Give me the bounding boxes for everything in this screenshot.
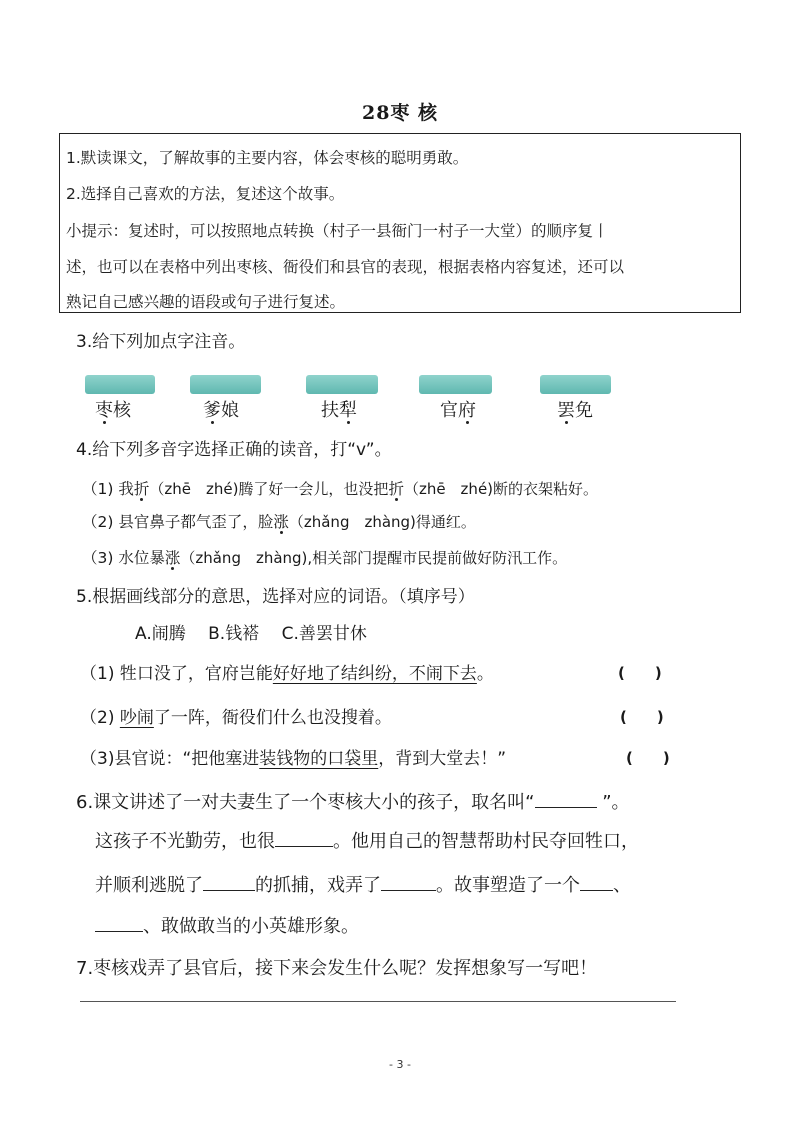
- question-4-item-3: [82, 546, 567, 568]
- q5-3-end: ，背到大堂去！”: [378, 749, 507, 769]
- q6-3-text-b: 的抓捕，戏弄了: [255, 875, 381, 896]
- q5-2-end: 了一阵，衙役们什么也没搜着。: [153, 708, 392, 728]
- q5-3-text: （3)县官说：“把他塞进: [80, 749, 260, 769]
- q6-3-text-c: 。故事塑造了一个: [436, 875, 580, 896]
- word-1: [95, 396, 131, 422]
- q5-3-answer-parens[interactable]: ( ): [626, 749, 670, 767]
- q6-2-end: 。他用自己的智慧帮助村民夺回牲口，: [333, 831, 639, 852]
- q6-1-text: 6.课文讲述了一对夫妻生了一个枣核大小的孩子，取名叫“: [76, 792, 535, 813]
- q6-blank-quality[interactable]: [275, 828, 333, 847]
- q5-3-underlined: 装钱物的口袋里: [259, 749, 379, 769]
- q5-1-text: （1) 牲口没了，官府岂能: [80, 664, 273, 684]
- question-4-item-2: [82, 510, 476, 532]
- question-5-prompt: 5.根据画线部分的意思，选择对应的词语。（填序号）: [76, 587, 475, 607]
- q6-blank-who[interactable]: [203, 872, 255, 891]
- q4-1-text-b: （zhē zhé)腾了好一会儿，也没把: [149, 480, 389, 498]
- q4-1-text-c: （zhē zhé)断的衣架粘好。: [403, 480, 599, 498]
- q5-1-underlined: 好好地了结纠纷，不闹下去: [272, 664, 477, 684]
- word-5-rest: 免: [575, 400, 593, 421]
- page-title: 28枣 核: [361, 102, 439, 124]
- question-5-options: A.闹腾 B.钱褡 C.善罢甘休: [135, 624, 367, 644]
- q6-blank-whom[interactable]: [381, 872, 436, 891]
- q4-2-dotted: 涨: [273, 513, 289, 531]
- q7-answer-line[interactable]: [80, 1001, 676, 1002]
- dotted-char-4: 府: [458, 400, 476, 421]
- question-5-item-3: [80, 744, 506, 769]
- q4-3-text-a: （3) 水位暴: [82, 549, 165, 567]
- dotted-char-5: 罢: [557, 400, 575, 421]
- answer-box-1[interactable]: [85, 375, 155, 394]
- dotted-char-3: 犁: [339, 400, 357, 421]
- q6-blank-trait-2[interactable]: [95, 913, 143, 932]
- q6-4-text: 、敢做敢当的小英雄形象。: [143, 916, 359, 937]
- q5-2-text: （2): [80, 708, 120, 728]
- page-number: - 3 -: [389, 1058, 411, 1071]
- word-1-rest: 核: [113, 400, 131, 421]
- question-6-line-1: [76, 788, 630, 814]
- objective-1: 1.默读课文，了解故事的主要内容，体会枣核的聪明勇敢。: [66, 149, 469, 167]
- question-3-prompt: 3.给下列加点字注音。: [76, 332, 246, 352]
- q4-3-text-b: （zhǎng zhàng),相关部门提醒市民提前做好防汛工作。: [180, 549, 568, 567]
- q5-2-answer-parens[interactable]: ( ): [620, 708, 664, 726]
- q6-blank-name[interactable]: [535, 789, 597, 808]
- question-5-item-2: [80, 703, 392, 728]
- q5-2-underlined: 吵闹: [119, 708, 154, 728]
- dotted-char-2: 爹: [203, 400, 221, 421]
- q4-1-dotted-b: 折: [388, 480, 404, 498]
- word-3-first: 扶: [321, 400, 339, 421]
- dotted-char-1: 枣: [95, 400, 113, 421]
- answer-box-3[interactable]: [306, 375, 378, 394]
- objective-2: 2.选择自己喜欢的方法，复述这个故事。: [66, 185, 345, 203]
- q6-1-end: ”。: [596, 792, 630, 813]
- question-4-prompt: 4.给下列多音字选择正确的读音，打“v”。: [76, 440, 392, 460]
- word-4: [440, 396, 476, 422]
- question-6-line-3: [95, 871, 631, 897]
- q4-1-dotted-a: 折: [133, 480, 150, 498]
- answer-box-4[interactable]: [419, 375, 492, 394]
- q5-1-answer-parens[interactable]: ( ): [618, 664, 662, 682]
- q4-2-text-a: （2) 县官鼻子都气歪了，脸: [82, 513, 274, 531]
- question-6-line-4: [95, 912, 359, 938]
- q4-1-text-a: （1) 我: [82, 480, 134, 498]
- word-4-first: 官: [440, 400, 458, 421]
- word-5: [557, 396, 593, 422]
- question-6-line-2: [95, 827, 639, 853]
- question-7-prompt: 7.枣核戏弄了县官后，接下来会发生什么呢？发挥想象写一写吧！: [76, 958, 598, 979]
- answer-box-2[interactable]: [190, 375, 261, 394]
- word-2: [203, 396, 239, 422]
- question-4-item-1: [82, 477, 598, 499]
- tip-line-1: 小提示：复述时，可以按照地点转换（村子一县衙门一村子一大堂）的顺序复丨: [66, 222, 609, 240]
- q6-2-text: 这孩子不光勤劳，也很: [95, 831, 275, 852]
- q4-2-text-b: （zhǎng zhàng)得通红。: [288, 513, 476, 531]
- q5-1-end: 。: [476, 664, 494, 684]
- word-2-rest: 娘: [221, 400, 239, 421]
- word-3: [321, 396, 357, 422]
- tip-line-3: 熟记自己感兴趣的语段或句子进行复述。: [66, 293, 346, 311]
- q4-3-dotted: 涨: [164, 549, 181, 567]
- answer-box-5[interactable]: [540, 375, 611, 394]
- q6-3-text-a: 并顺利逃脱了: [95, 875, 203, 896]
- tip-line-2: 述，也可以在表格中列出枣核、衙役们和县官的表现，根据表格内容复述，还可以: [66, 258, 625, 276]
- question-5-item-1: [80, 659, 494, 684]
- q6-blank-trait-1[interactable]: [580, 872, 613, 891]
- q6-3-text-d: 、: [613, 875, 631, 896]
